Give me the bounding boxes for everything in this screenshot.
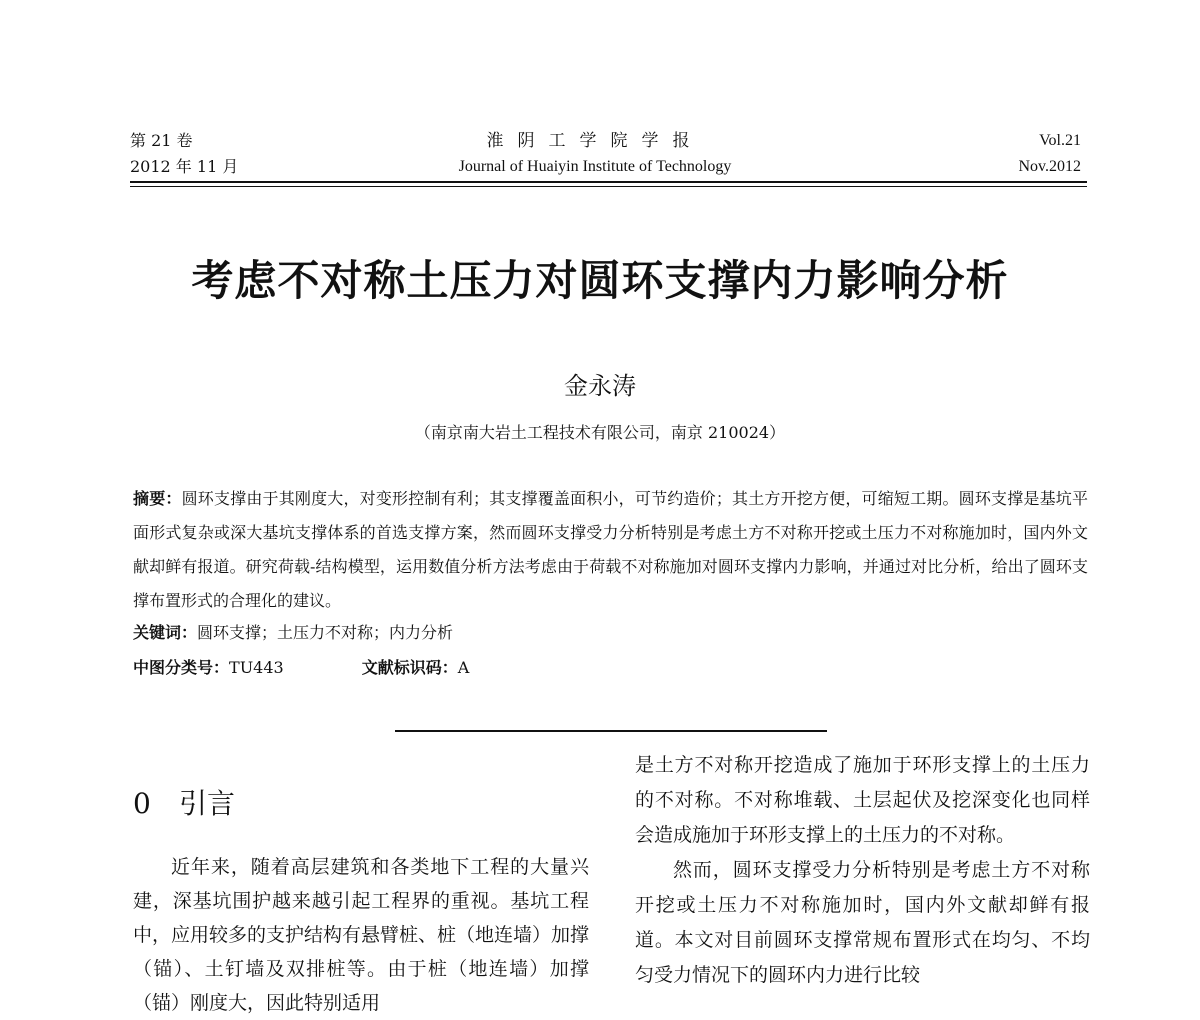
paragraph: 近年来，随着高层建筑和各类地下工程的大量兴建，深基坑围护越来越引起工程界的重视。基坑工程中，应用较多的支护结构有悬臂桩、桩（地连墙）加撑（锚）、土钉墙及双排桩等。由于桩（地连墙）加撑（锚）刚度大，因此特别适用 (133, 856, 590, 1014)
header-center (400, 128, 790, 180)
abstract-text: 圆环支撑由于其刚度大，对变形控制有利；其支撑覆盖面积小，可节约造价；其土方开挖方便，可缩短工期。圆环支撑是基坑平面形式复杂或深大基坑支撑体系的首选支撑方案，然而圆环支撑受力分析特别是考虑土方不对称开挖或土压力不对称施加时，国内外文献却鲜有报道。研究荷载-结构模型，运用数值分析方法考虑由于荷载不对称施加对圆环支撑内力影响，并通过对比分析，给出了圆环支撑布置形式的合理化的建议。 (133, 489, 1088, 610)
volume-cn: 第 21 卷 (130, 131, 193, 150)
section-number: 0 (133, 787, 151, 820)
paper-title: 考虑不对称土压力对圆环支撑内力影响分析 (191, 256, 1009, 305)
paragraph: 是土方不对称开挖造成了施加于环形支撑上的土压力的不对称。不对称堆载、土层起伏及挖深变化也同样会造成施加于环形支撑上的土压力的不对称。 (635, 754, 1090, 846)
header-right (930, 128, 1081, 180)
header-rule-thin (130, 186, 1087, 187)
section-heading (133, 782, 235, 822)
clc-value: TU443 (229, 658, 284, 677)
keywords-label: 关键词： (133, 623, 198, 642)
abstract-separator (395, 730, 827, 732)
doc-code-label: 文献标识码： (361, 658, 458, 677)
journal-name-cn: 淮阴工学院学报 (486, 131, 704, 151)
section-title: 引言 (179, 787, 236, 820)
body-left-column (133, 850, 589, 1020)
doc-code-value: A (457, 658, 470, 677)
date-en: Nov.2012 (1018, 158, 1081, 175)
header-rule-thick (130, 181, 1087, 183)
paragraph: 然而，圆环支撑受力分析特别是考虑土方不对称开挖或土压力不对称施加时，国内外文献却鲜有报道。本文对目前圆环支撑常规布置形式在均匀、不均匀受力情况下的圆环内力进行比较 (635, 859, 1090, 986)
classification-line (133, 654, 469, 682)
abstract (133, 482, 1088, 618)
author-name: 金永涛 (564, 372, 636, 400)
keywords-text: 圆环支撑；土压力不对称；内力分析 (197, 623, 454, 642)
volume-en: Vol.21 (1039, 132, 1081, 149)
date-cn: 2012 年 11 月 (130, 157, 239, 176)
author-affiliation: （南京南大岩土工程技术有限公司，南京 210024） (414, 423, 786, 442)
body-right-column (635, 748, 1090, 993)
keywords-line (133, 619, 453, 647)
clc-label: 中图分类号： (133, 658, 230, 677)
journal-name-en: Journal of Huaiyin Institute of Technology (458, 158, 732, 175)
header-left (130, 128, 238, 180)
abstract-label: 摘要： (133, 489, 182, 508)
